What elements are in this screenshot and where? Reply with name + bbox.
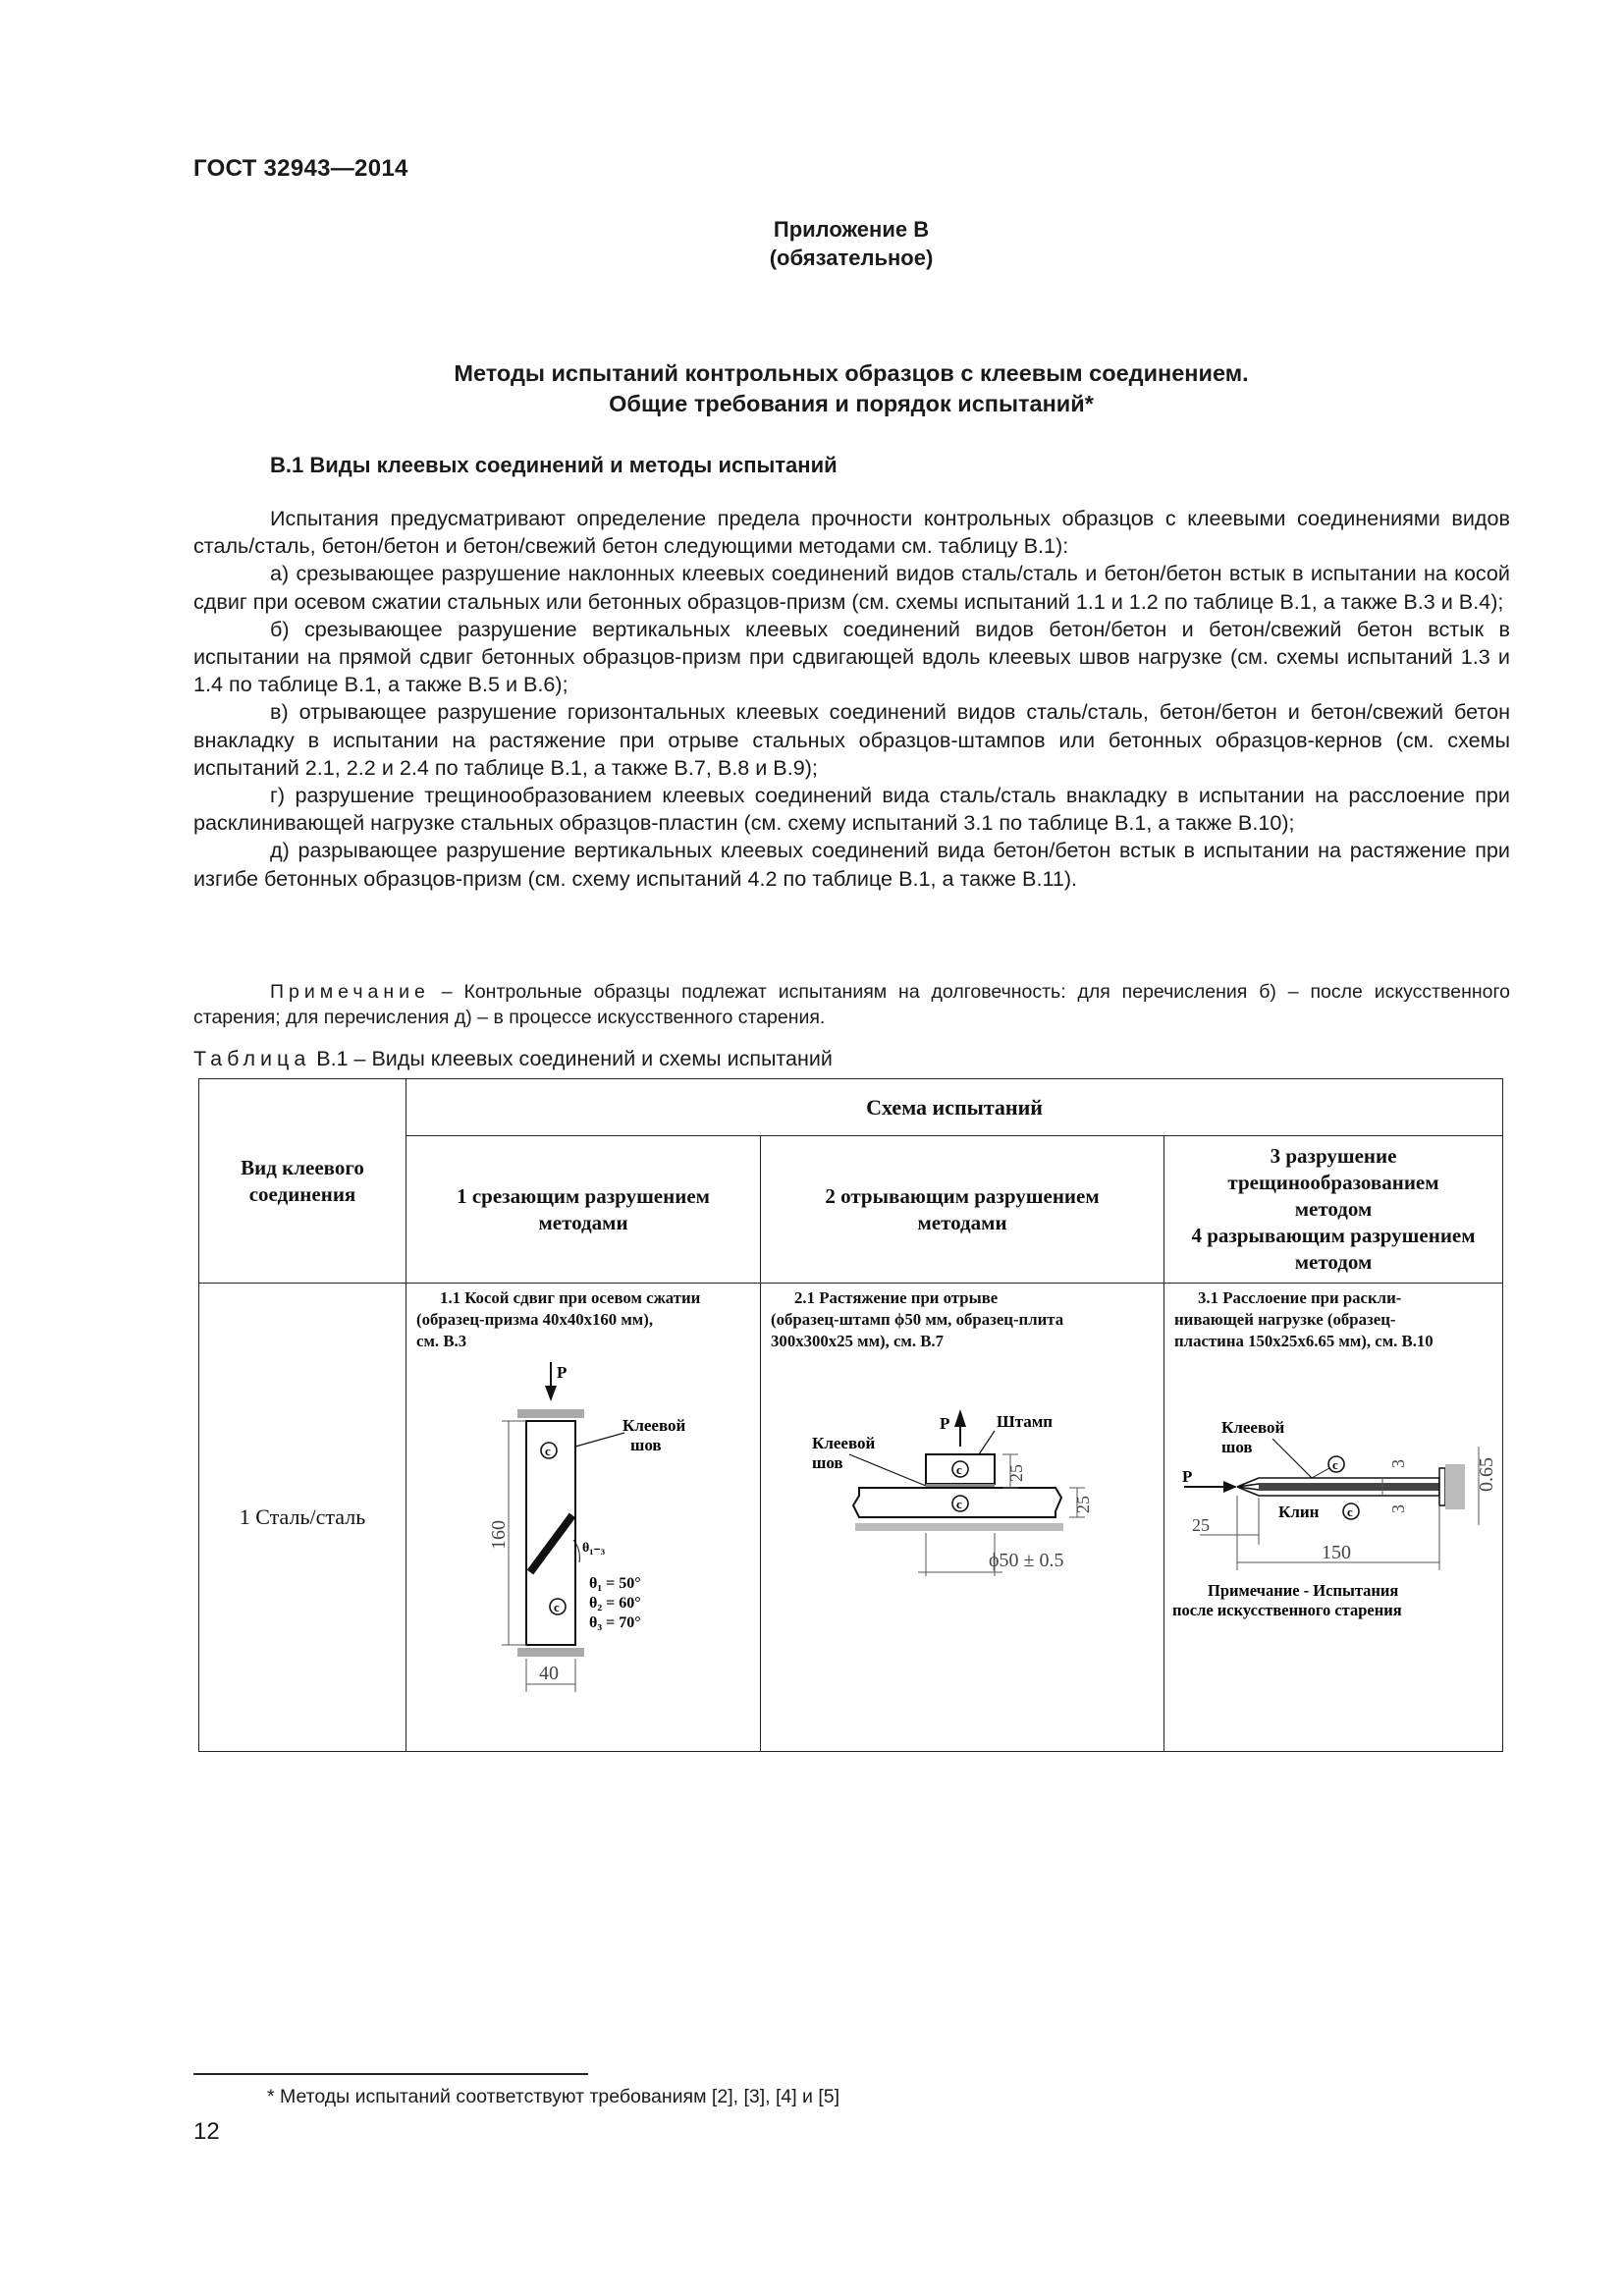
page-number: 12 <box>193 2118 220 2145</box>
header-peel-methods: 2 отрывающим разрушением методами <box>761 1136 1164 1284</box>
note <box>193 979 1510 1030</box>
svg-text:c: c <box>545 1444 551 1458</box>
svg-text:P: P <box>940 1414 950 1433</box>
wedge-label: Клин <box>1278 1503 1320 1521</box>
appendix-status: (обязательное) <box>769 246 934 270</box>
svg-text:0.65: 0.65 <box>1476 1457 1498 1492</box>
scheme-3-1-diagram <box>1164 1348 1501 1731</box>
scheme-note-1: Примечание - Испытания <box>1208 1581 1399 1600</box>
svg-text:c: c <box>554 1600 560 1614</box>
svg-text:c: c <box>956 1497 962 1511</box>
paragraph-intro: Испытания предусматривают определение предела прочности контрольных образцов с клеевыми соединениями видов сталь/сталь, бетон/бетон и бетон/свежий бетон следующими методами см. таблицу В.1): <box>193 506 1510 559</box>
fixed-support <box>1445 1464 1465 1509</box>
paragraph-d: д) разрывающее разрушение вертикальных клеевых соединений вида бетон/бетон встык в испытании на растяжение при изгибе бетонных образцов-призм (см. схему испытаний 4.2 по таблице В.1, а также В.11). <box>193 838 1510 891</box>
svg-text:Клеевой: Клеевой <box>1221 1418 1285 1437</box>
svg-text:25: 25 <box>1073 1496 1094 1513</box>
paragraph-v: в) отрывающее разрушение горизонтальных клеевых соединений видов сталь/сталь, бетон/бетон и бетон/свежий бетон внакладку в испытании на растяжение при отрыве стальных образцов-штампов или бетонных образцов-кернов (см. схемы испытаний 2.1, 2.2 и 2.4 по таблице В.1, а также В.7, В.8 и В.9); <box>193 699 1510 780</box>
svg-text:θ₂ = 60°: θ₂ = 60° <box>589 1595 641 1612</box>
cell-scheme-1-1 <box>406 1284 761 1752</box>
svg-text:шов: шов <box>630 1436 662 1454</box>
svg-text:Клеевой: Клеевой <box>812 1434 876 1452</box>
scheme-1-1-caption: 1.1 Косой сдвиг при осевом сжатии (образец-призма 40х40х160 мм), см. В.3 <box>416 1288 701 1350</box>
svg-text:3: 3 <box>1388 1504 1409 1513</box>
svg-text:Клеевой: Клеевой <box>622 1416 686 1435</box>
note-label: Примечание <box>270 981 430 1003</box>
dim-height: 160 <box>488 1520 511 1550</box>
test-schemes-table <box>198 1078 1503 1752</box>
svg-text:шов: шов <box>812 1453 843 1472</box>
note-text: – Контрольные образцы подлежат испытаниям на долговечность: для перечисления б) – после искусственного старения; для перечисления д) – в процессе искусственного старения. <box>193 981 1510 1028</box>
paragraph-g: г) разрушение трещинообразованием клеевых соединений вида сталь/сталь внакладку в испытании на расслоение при расклинивающей нагрузке стальных образцов-пластин (см. схему испытаний 3.1 по таблице В.1, а также В.10); <box>193 783 1510 836</box>
svg-text:θ₃ = 70°: θ₃ = 70° <box>589 1614 641 1631</box>
scheme-1-1-diagram <box>406 1348 759 1731</box>
svg-text:шов: шов <box>1221 1438 1253 1456</box>
body-text <box>193 505 1510 893</box>
svg-text:c: c <box>1332 1457 1338 1472</box>
scheme-note-2: после искусственного старения <box>1172 1601 1402 1619</box>
stamp-label: Штамп <box>997 1412 1054 1431</box>
row-label-steel-steel: 1 Сталь/сталь <box>199 1284 406 1752</box>
paragraph-b: б) срезывающее разрушение вертикальных клеевых соединений видов бетон/бетон и бетон/свежий бетон встык в испытании на прямой сдвиг бетонных образцов-призм при сдвигающей вдоль клеевых швов нагрузке (см. схемы испытаний 1.3 и 1.4 по таблице В.1, а также В.5 и В.6); <box>193 616 1510 697</box>
svg-text:150: 150 <box>1322 1542 1352 1563</box>
table-caption-label: Таблица <box>193 1047 311 1070</box>
table-caption <box>193 1047 833 1071</box>
cell-scheme-2-1 <box>761 1284 1164 1752</box>
svg-text:θ₁₋₃: θ₁₋₃ <box>582 1541 606 1556</box>
svg-text:3: 3 <box>1388 1459 1409 1468</box>
appendix-title: Приложение В <box>773 217 930 242</box>
appendix-heading-line2: Общие требования и порядок испытаний* <box>609 391 1094 416</box>
header-crack-methods: 3 разрушение трещинообразованием методом 4 разрывающим разрушением методом <box>1164 1136 1503 1284</box>
dim-diameter: ϕ50 ± 0.5 <box>989 1550 1064 1571</box>
cell-scheme-3-1 <box>1164 1284 1503 1752</box>
footnote-text: Методы испытаний соответствуют требованиям [2], [3], [4] и [5] <box>280 2086 840 2107</box>
header-test-schemes: Схема испытаний <box>406 1079 1503 1136</box>
table-caption-text: В.1 – Виды клеевых соединений и схемы испытаний <box>310 1047 833 1070</box>
base-support <box>855 1523 1063 1531</box>
bottom-platen <box>517 1648 584 1657</box>
glue-layer-plates <box>1259 1484 1439 1490</box>
svg-text:25: 25 <box>1192 1515 1211 1535</box>
scheme-2-1-caption: 2.1 Растяжение при отрыве (образец-штамп ϕ50 мм, образец-плита 300х300х25 мм), см. В.7 <box>771 1288 1064 1350</box>
scheme-2-1-diagram <box>761 1348 1163 1731</box>
svg-text:25: 25 <box>1006 1464 1027 1482</box>
top-platen <box>517 1409 584 1418</box>
footnote <box>267 2086 839 2108</box>
footnote-separator <box>193 2073 588 2075</box>
section-heading: В.1 Виды клеевых соединений и методы испытаний <box>270 453 838 477</box>
svg-text:c: c <box>1347 1504 1353 1519</box>
document-code: ГОСТ 32943—2014 <box>193 155 408 182</box>
dim-width: 40 <box>539 1663 560 1684</box>
scheme-3-1-caption: 3.1 Расслоение при раскли- нивающей нагрузке (образец- пластина 150х25х6.65 мм), см. В.10 <box>1174 1288 1434 1350</box>
svg-text:θ₁ = 50°: θ₁ = 50° <box>589 1575 641 1592</box>
paragraph-a: а) срезывающее разрушение наклонных клеевых соединений видов сталь/сталь и бетон/бетон встык в испытании на косой сдвиг при осевом сжатии стальных или бетонных образцов-призм (см. схемы испытаний 1.1 и 1.2 по таблице В.1, а также В.3 и В.4); <box>193 561 1510 614</box>
footnote-marker: * <box>267 2086 275 2107</box>
svg-text:P: P <box>1182 1467 1193 1486</box>
load-label: P <box>557 1363 568 1382</box>
header-joint-kind: Вид клеевого соединения <box>199 1079 406 1284</box>
appendix-heading-line1: Методы испытаний контрольных образцов с клеевым соединением. <box>454 360 1249 386</box>
header-shear-methods: 1 срезающим разрушением методами <box>406 1136 761 1284</box>
svg-text:c: c <box>956 1462 962 1477</box>
